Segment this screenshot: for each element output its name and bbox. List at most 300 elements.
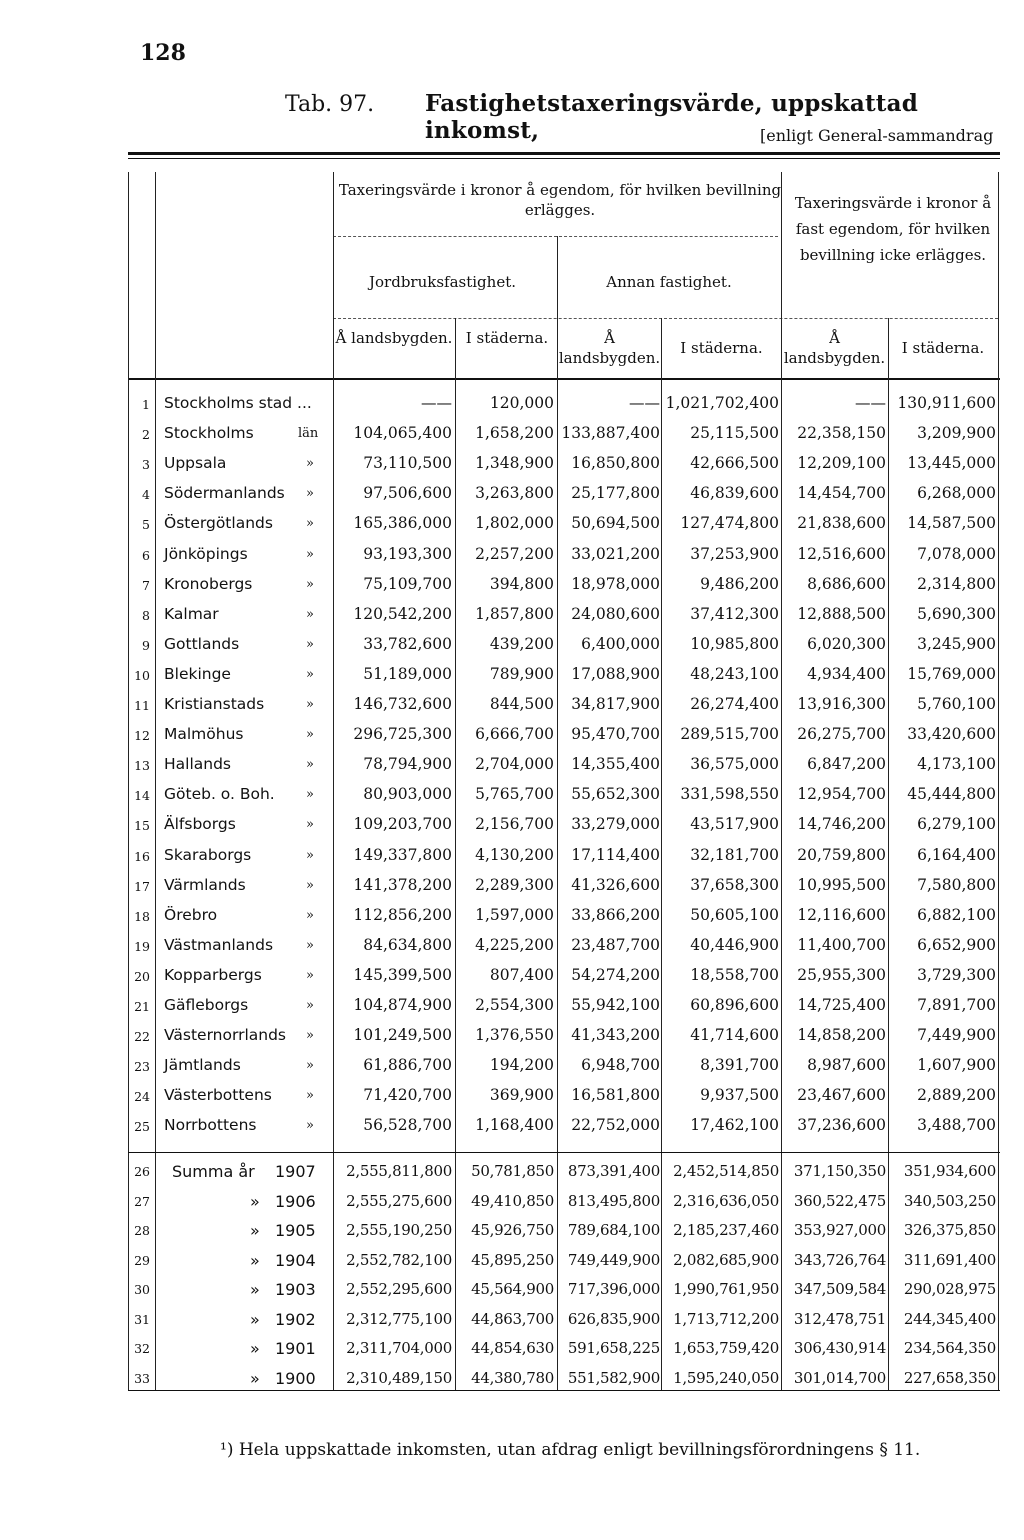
row-number: 2 — [142, 427, 150, 443]
table-cell: 296,725,300 — [353, 725, 452, 744]
ditto-mark: » — [250, 1368, 260, 1388]
table-cell: 10,985,800 — [690, 634, 779, 653]
table-cell: 41,714,600 — [690, 1026, 779, 1045]
table-cell: 2,310,489,150 — [346, 1368, 452, 1387]
county-suffix: » — [306, 1088, 314, 1104]
page-number: 128 — [140, 40, 186, 66]
county-suffix: » — [306, 516, 314, 532]
table-cell: 2,257,200 — [475, 544, 554, 563]
table-cell: 807,400 — [489, 965, 554, 984]
table-cell: 55,652,300 — [571, 785, 660, 804]
row-number: 17 — [134, 878, 150, 894]
header-dashed-1 — [333, 236, 778, 237]
county-name: Kronobergs — [164, 574, 253, 593]
table-cell: 2,452,514,850 — [673, 1162, 779, 1180]
table-cell: 813,495,800 — [567, 1191, 660, 1210]
table-cell: 13,445,000 — [907, 454, 996, 473]
table-cell: 43,517,900 — [690, 815, 779, 834]
row-number: 25 — [134, 1119, 150, 1135]
table-cell: 33,420,600 — [907, 725, 996, 744]
table-cell: 80,903,000 — [363, 785, 452, 804]
table-cell: 2,555,275,600 — [346, 1191, 452, 1210]
table-cell: 165,386,000 — [353, 514, 452, 533]
row-number: 16 — [134, 848, 150, 864]
table-cell: 626,835,900 — [567, 1309, 660, 1328]
sum-year: 1904 — [275, 1250, 316, 1270]
county-suffix: » — [306, 967, 314, 983]
table-label: Tab. 97. — [285, 92, 375, 117]
table-cell: 551,582,900 — [567, 1368, 660, 1387]
county-suffix: » — [306, 636, 314, 652]
row-number: 22 — [134, 1029, 150, 1045]
table-cell: 41,326,600 — [571, 875, 660, 894]
table-cell: 8,686,600 — [807, 574, 886, 593]
table-cell: 22,358,150 — [797, 424, 886, 443]
row-number: 18 — [134, 908, 150, 924]
table-cell: 60,896,600 — [690, 996, 779, 1014]
table-cell: 17,088,900 — [571, 664, 660, 683]
table-cell: 6,948,700 — [581, 1056, 660, 1075]
table-cell: 36,575,000 — [690, 755, 779, 774]
table-cell: 353,927,000 — [793, 1221, 886, 1239]
table-cell: 33,279,000 — [571, 815, 660, 834]
county-name: Norrbottens — [164, 1116, 257, 1135]
table-cell: 4,225,200 — [475, 935, 554, 954]
table-cell: 2,552,295,600 — [346, 1280, 452, 1298]
table-cell: 51,189,000 — [363, 664, 452, 683]
table-cell: 1,607,900 — [917, 1056, 996, 1075]
table-cell: 7,891,700 — [917, 996, 996, 1014]
table-cell: 340,503,250 — [903, 1191, 996, 1210]
sum-label: Summa år — [172, 1162, 255, 1181]
table-cell: 369,900 — [489, 1086, 554, 1105]
table-cell: —— — [421, 394, 452, 412]
table-cell: 351,934,600 — [903, 1162, 996, 1180]
county-name: Uppsala — [164, 454, 227, 473]
row-number: 20 — [134, 968, 150, 984]
table-cell: 2,889,200 — [917, 1086, 996, 1105]
row-number: 3 — [142, 457, 150, 473]
table-cell: 45,895,250 — [471, 1250, 554, 1269]
table-cell: 25,955,300 — [797, 965, 886, 984]
sum-year: 1903 — [275, 1280, 316, 1299]
row-number: 15 — [134, 818, 150, 834]
col-header-5: Å landsbygden. — [783, 329, 886, 367]
table-cell: 7,078,000 — [917, 544, 996, 563]
table-cell: 2,185,237,460 — [673, 1221, 779, 1239]
county-suffix: » — [306, 817, 314, 833]
table-cell: —— — [629, 394, 660, 412]
column-divider — [155, 172, 156, 1390]
table-cell: 6,652,900 — [917, 935, 996, 954]
table-cell: 1,597,000 — [475, 905, 554, 924]
table-cell: 14,725,400 — [797, 996, 886, 1014]
col-header-4: I städerna. — [680, 339, 763, 357]
county-name: Malmöhus — [164, 725, 244, 744]
table-cell: 37,253,900 — [690, 544, 779, 563]
table-cell: 37,658,300 — [690, 875, 779, 894]
county-name: Södermanlands — [164, 484, 285, 503]
table-cell: 133,887,400 — [561, 424, 660, 443]
table-cell: 717,396,000 — [567, 1280, 660, 1298]
row-number: 5 — [142, 517, 150, 533]
county-name: Västernorrlands — [164, 1026, 287, 1045]
county-name: Värmlands — [164, 875, 246, 894]
row-number: 6 — [142, 547, 150, 563]
table-cell: 12,888,500 — [797, 604, 886, 623]
table-cell: 12,209,100 — [797, 454, 886, 473]
table-cell: 11,400,700 — [797, 935, 886, 954]
table-cell: 50,781,850 — [471, 1162, 554, 1180]
county-name: Skaraborgs — [164, 845, 252, 864]
table-cell: 1,653,759,420 — [673, 1339, 779, 1357]
county-name: Gottlands — [164, 634, 240, 653]
county-suffix: » — [306, 666, 314, 682]
table-cell: 25,115,500 — [690, 424, 779, 443]
county-suffix: » — [306, 546, 314, 562]
table-cell: 1,376,550 — [475, 1026, 554, 1045]
county-name: Älfsborgs — [164, 815, 236, 834]
table-cell: 104,065,400 — [353, 424, 452, 443]
table-cell: 1,802,000 — [475, 514, 554, 533]
table-cell: 14,355,400 — [571, 755, 660, 774]
table-cell: 45,564,900 — [471, 1280, 554, 1298]
table-cell: 16,581,800 — [571, 1086, 660, 1105]
table-cell: 18,978,000 — [571, 574, 660, 593]
table-cell: 1,857,800 — [475, 604, 554, 623]
table-cell: 3,209,900 — [917, 424, 996, 443]
table-cell: 1,021,702,400 — [665, 394, 779, 412]
table-cell: 749,449,900 — [567, 1250, 660, 1269]
table-cell: 2,316,636,050 — [673, 1191, 779, 1210]
county-name: Örebro — [164, 905, 218, 924]
table-cell: 6,882,100 — [917, 905, 996, 924]
table-cell: 84,634,800 — [363, 935, 452, 954]
table-cell: 7,449,900 — [917, 1026, 996, 1045]
sum-year: 1906 — [275, 1191, 316, 1211]
sum-year: 1905 — [275, 1221, 316, 1240]
table-cell: 22,752,000 — [571, 1116, 660, 1135]
county-name: Kristianstads — [164, 695, 265, 713]
county-suffix: » — [306, 576, 314, 592]
table-cell: 12,116,600 — [797, 905, 886, 924]
table-cell: 6,847,200 — [807, 755, 886, 774]
table-cell: 42,666,500 — [690, 454, 779, 473]
row-number: 1 — [142, 397, 150, 412]
table-cell: 2,289,300 — [475, 875, 554, 894]
col-header-1: Å landsbygden. — [335, 329, 453, 347]
table-cell: 33,782,600 — [363, 634, 452, 653]
table-cell: 789,900 — [489, 664, 554, 683]
row-number: 14 — [134, 788, 150, 804]
table-cell: 6,400,000 — [581, 634, 660, 653]
table-cell: 6,020,300 — [807, 634, 886, 653]
table-cell: 8,391,700 — [700, 1056, 779, 1075]
row-number: 23 — [134, 1059, 150, 1075]
table-cell: 6,666,700 — [475, 725, 554, 744]
table-cell: 44,863,700 — [471, 1309, 554, 1328]
county-suffix: » — [306, 727, 314, 743]
row-number: 27 — [134, 1193, 150, 1209]
table-cell: 75,109,700 — [363, 574, 452, 593]
table-cell: 55,942,100 — [571, 996, 660, 1014]
col-header-2: I städerna. — [465, 329, 549, 347]
table-cell: 71,420,700 — [363, 1086, 452, 1105]
table-cell: 4,173,100 — [917, 755, 996, 774]
table-cell: 3,729,300 — [917, 965, 996, 984]
table-cell: 1,595,240,050 — [673, 1368, 779, 1387]
table-cell: 873,391,400 — [567, 1162, 660, 1180]
table-cell: 9,937,500 — [700, 1086, 779, 1105]
table-cell: 112,856,200 — [353, 905, 452, 924]
table-cell: 34,817,900 — [571, 695, 660, 713]
table-cell: 109,203,700 — [353, 815, 452, 834]
table-cell: 78,794,900 — [363, 755, 452, 774]
table-cell: 14,587,500 — [907, 514, 996, 533]
table-cell: 12,516,600 — [797, 544, 886, 563]
table-cell: 2,555,190,250 — [346, 1221, 452, 1239]
table-cell: 23,467,600 — [797, 1086, 886, 1105]
table-cell: 234,564,350 — [903, 1339, 996, 1357]
row-number: 12 — [134, 728, 150, 744]
table-cell: 2,552,782,100 — [346, 1250, 452, 1269]
table-cell: 1,348,900 — [475, 454, 554, 473]
footnote: ¹) Hela uppskattade inkomsten, utan afdrag enligt bevillningsförordningens § 11. — [220, 1440, 921, 1460]
table-cell: 343,726,764 — [793, 1250, 886, 1269]
table-cell: 44,854,630 — [471, 1339, 554, 1357]
table-cell: 312,478,751 — [793, 1309, 886, 1328]
table-cell: 141,378,200 — [353, 875, 452, 894]
table-cell: 6,164,400 — [917, 845, 996, 864]
table-cell: 14,746,200 — [797, 815, 886, 834]
bottom-rule — [128, 1390, 1000, 1391]
table-cell: 844,500 — [489, 695, 554, 713]
table-cell: 20,759,800 — [797, 845, 886, 864]
county-suffix: » — [306, 847, 314, 863]
row-number: 10 — [134, 667, 150, 683]
row-number: 8 — [142, 607, 150, 623]
table-cell: 130,911,600 — [897, 394, 996, 412]
table-cell: 331,598,550 — [680, 785, 779, 804]
table-cell: 104,874,900 — [353, 996, 452, 1014]
sum-year: 1900 — [275, 1368, 316, 1388]
column-divider — [557, 236, 558, 318]
row-number: 24 — [134, 1089, 150, 1105]
table-cell: 37,236,600 — [797, 1116, 886, 1135]
table-cell: 127,474,800 — [680, 514, 779, 533]
table-cell: 48,243,100 — [690, 664, 779, 683]
table-cell: 44,380,780 — [471, 1368, 554, 1387]
row-number: 31 — [134, 1311, 150, 1327]
table-cell: 15,769,000 — [907, 664, 996, 683]
table-cell: 21,838,600 — [797, 514, 886, 533]
header-bottom-rule — [128, 378, 1000, 380]
table-cell: 301,014,700 — [793, 1368, 886, 1387]
ditto-mark: » — [250, 1339, 260, 1358]
table-cell: 2,704,000 — [475, 755, 554, 774]
table-cell: 18,558,700 — [690, 965, 779, 984]
table-cell: 33,021,200 — [571, 544, 660, 563]
table-cell: 17,462,100 — [690, 1116, 779, 1135]
table-cell: 2,554,300 — [475, 996, 554, 1014]
row-number: 32 — [134, 1341, 150, 1356]
table-cell: 4,934,400 — [807, 664, 886, 683]
table-cell: 371,150,350 — [793, 1162, 886, 1180]
table-cell: 12,954,700 — [797, 785, 886, 804]
table-cell: 97,506,600 — [363, 484, 452, 503]
col-header-6: I städerna. — [901, 339, 985, 357]
county-name: Kopparbergs — [164, 965, 262, 984]
table-cell: 13,916,300 — [797, 695, 886, 713]
table-cell: 227,658,350 — [903, 1368, 996, 1387]
table-cell: 49,410,850 — [471, 1191, 554, 1210]
table-cell: 326,375,850 — [903, 1221, 996, 1239]
table-cell: 360,522,475 — [793, 1191, 886, 1210]
table-cell: 591,658,225 — [567, 1339, 660, 1357]
county-name: Jönköpings — [164, 544, 248, 563]
table-cell: 45,444,800 — [907, 785, 996, 804]
table-cell: 24,080,600 — [571, 604, 660, 623]
row-number: 9 — [142, 637, 150, 653]
column-divider — [888, 318, 889, 1390]
county-name: Östergötlands — [164, 514, 273, 533]
table-cell: 16,850,800 — [571, 454, 660, 473]
table-cell: 394,800 — [489, 574, 554, 593]
col-header-3: Å landsbygden. — [558, 329, 661, 367]
county-suffix: » — [306, 907, 314, 923]
table-cell: 3,488,700 — [917, 1116, 996, 1135]
table-cell: 3,245,900 — [917, 634, 996, 653]
county-name: Kalmar — [164, 604, 219, 623]
county-suffix: » — [306, 877, 314, 893]
table-cell: 40,446,900 — [690, 935, 779, 954]
county-suffix: » — [306, 606, 314, 622]
table-cell: 73,110,500 — [363, 454, 452, 473]
table-cell: 8,987,600 — [807, 1056, 886, 1075]
top-rule-thick — [128, 152, 1000, 155]
table-cell: 101,249,500 — [353, 1026, 452, 1045]
table-cell: 95,470,700 — [571, 725, 660, 744]
county-suffix: » — [306, 456, 314, 472]
table-title: Fastighetstaxeringsvärde, uppskattad inkomst, — [425, 90, 918, 144]
row-number: 30 — [134, 1282, 150, 1297]
sum-year: 1902 — [275, 1309, 316, 1329]
table-cell: 347,509,584 — [793, 1280, 886, 1298]
table-cell: 46,839,600 — [690, 484, 779, 503]
row-number: 21 — [134, 999, 150, 1014]
table-cell: 120,542,200 — [353, 604, 452, 623]
table-cell: 56,528,700 — [363, 1116, 452, 1135]
column-divider — [998, 172, 999, 1390]
county-name: Göteb. o. Boh. — [164, 785, 275, 804]
sum-year: 1907 — [275, 1162, 316, 1181]
table-cell: 145,399,500 — [353, 965, 452, 984]
top-rule-thin — [128, 158, 1000, 159]
table-cell: 5,690,300 — [917, 604, 996, 623]
table-cell: 23,487,700 — [571, 935, 660, 954]
row-number: 33 — [134, 1370, 150, 1386]
county-name: Hallands — [164, 755, 232, 774]
table-cell: 45,926,750 — [471, 1221, 554, 1239]
sum-rule — [128, 1152, 1000, 1153]
table-cell: 7,580,800 — [917, 875, 996, 894]
table-cell: 146,732,600 — [353, 695, 452, 713]
table-cell: 50,605,100 — [690, 905, 779, 924]
county-suffix: » — [306, 1118, 314, 1134]
row-number: 28 — [134, 1223, 150, 1238]
header-dashed-2 — [333, 318, 998, 319]
county-name: Stockholms — [164, 424, 254, 443]
table-cell: 6,279,100 — [917, 815, 996, 834]
table-cell: 2,555,811,800 — [346, 1162, 452, 1180]
table-cell: 33,866,200 — [571, 905, 660, 924]
table-cell: 290,028,975 — [903, 1280, 996, 1298]
row-number: 11 — [134, 698, 150, 713]
table-cell: 439,200 — [489, 634, 554, 653]
row-number: 7 — [142, 577, 150, 593]
ditto-mark: » — [250, 1191, 260, 1211]
table-cell: 789,684,100 — [567, 1221, 660, 1239]
table-cell: 2,082,685,900 — [673, 1250, 779, 1269]
county-name: Blekinge — [164, 664, 231, 683]
county-name: Västerbottens — [164, 1086, 272, 1105]
table-cell: 26,275,700 — [797, 725, 886, 744]
table-cell: 1,713,712,200 — [673, 1309, 779, 1328]
table-cell: 6,268,000 — [917, 484, 996, 503]
table-cell: 61,886,700 — [363, 1056, 452, 1075]
table-cell: 244,345,400 — [903, 1309, 996, 1328]
table-subtitle: [enligt General-sammandrag — [760, 126, 994, 145]
table-cell: 289,515,700 — [680, 725, 779, 744]
table-cell: 37,412,300 — [690, 604, 779, 623]
county-suffix: » — [306, 937, 314, 953]
table-cell: 54,274,200 — [571, 965, 660, 984]
table-cell: 41,343,200 — [571, 1026, 660, 1045]
table-cell: 1,990,761,950 — [673, 1280, 779, 1298]
table-cell: 93,193,300 — [363, 544, 452, 563]
row-number: 4 — [142, 487, 150, 503]
county-suffix: » — [306, 486, 314, 502]
table-cell: 32,181,700 — [690, 845, 779, 864]
table-cell: 26,274,400 — [690, 695, 779, 713]
table-cell: 194,200 — [489, 1056, 554, 1075]
row-number: 26 — [134, 1164, 150, 1179]
county-suffix: » — [306, 1028, 314, 1044]
county-suffix: » — [306, 757, 314, 773]
county-name: Stockholms stad ... — [164, 394, 312, 412]
table-cell: —— — [855, 394, 886, 412]
sum-year: 1901 — [275, 1339, 316, 1358]
row-number: 29 — [134, 1252, 150, 1268]
table-cell: 5,765,700 — [475, 785, 554, 804]
county-suffix: » — [306, 998, 314, 1013]
table-cell: 9,486,200 — [700, 574, 779, 593]
table-cell: 1,658,200 — [475, 424, 554, 443]
table-cell: 149,337,800 — [353, 845, 452, 864]
table-cell: 120,000 — [489, 394, 554, 412]
ditto-mark: » — [250, 1221, 260, 1240]
county-name: Jämtlands — [164, 1056, 241, 1075]
table-cell: 14,454,700 — [797, 484, 886, 503]
ditto-mark: » — [250, 1250, 260, 1270]
table-cell: 2,311,704,000 — [346, 1339, 452, 1357]
header-sub-agricultural: Jordbruksfastighet. — [369, 273, 516, 291]
table-cell: 3,263,800 — [475, 484, 554, 503]
table-cell: 1,168,400 — [475, 1116, 554, 1135]
table-cell: 2,156,700 — [475, 815, 554, 834]
table-cell: 50,694,500 — [571, 514, 660, 533]
table-cell: 4,130,200 — [475, 845, 554, 864]
